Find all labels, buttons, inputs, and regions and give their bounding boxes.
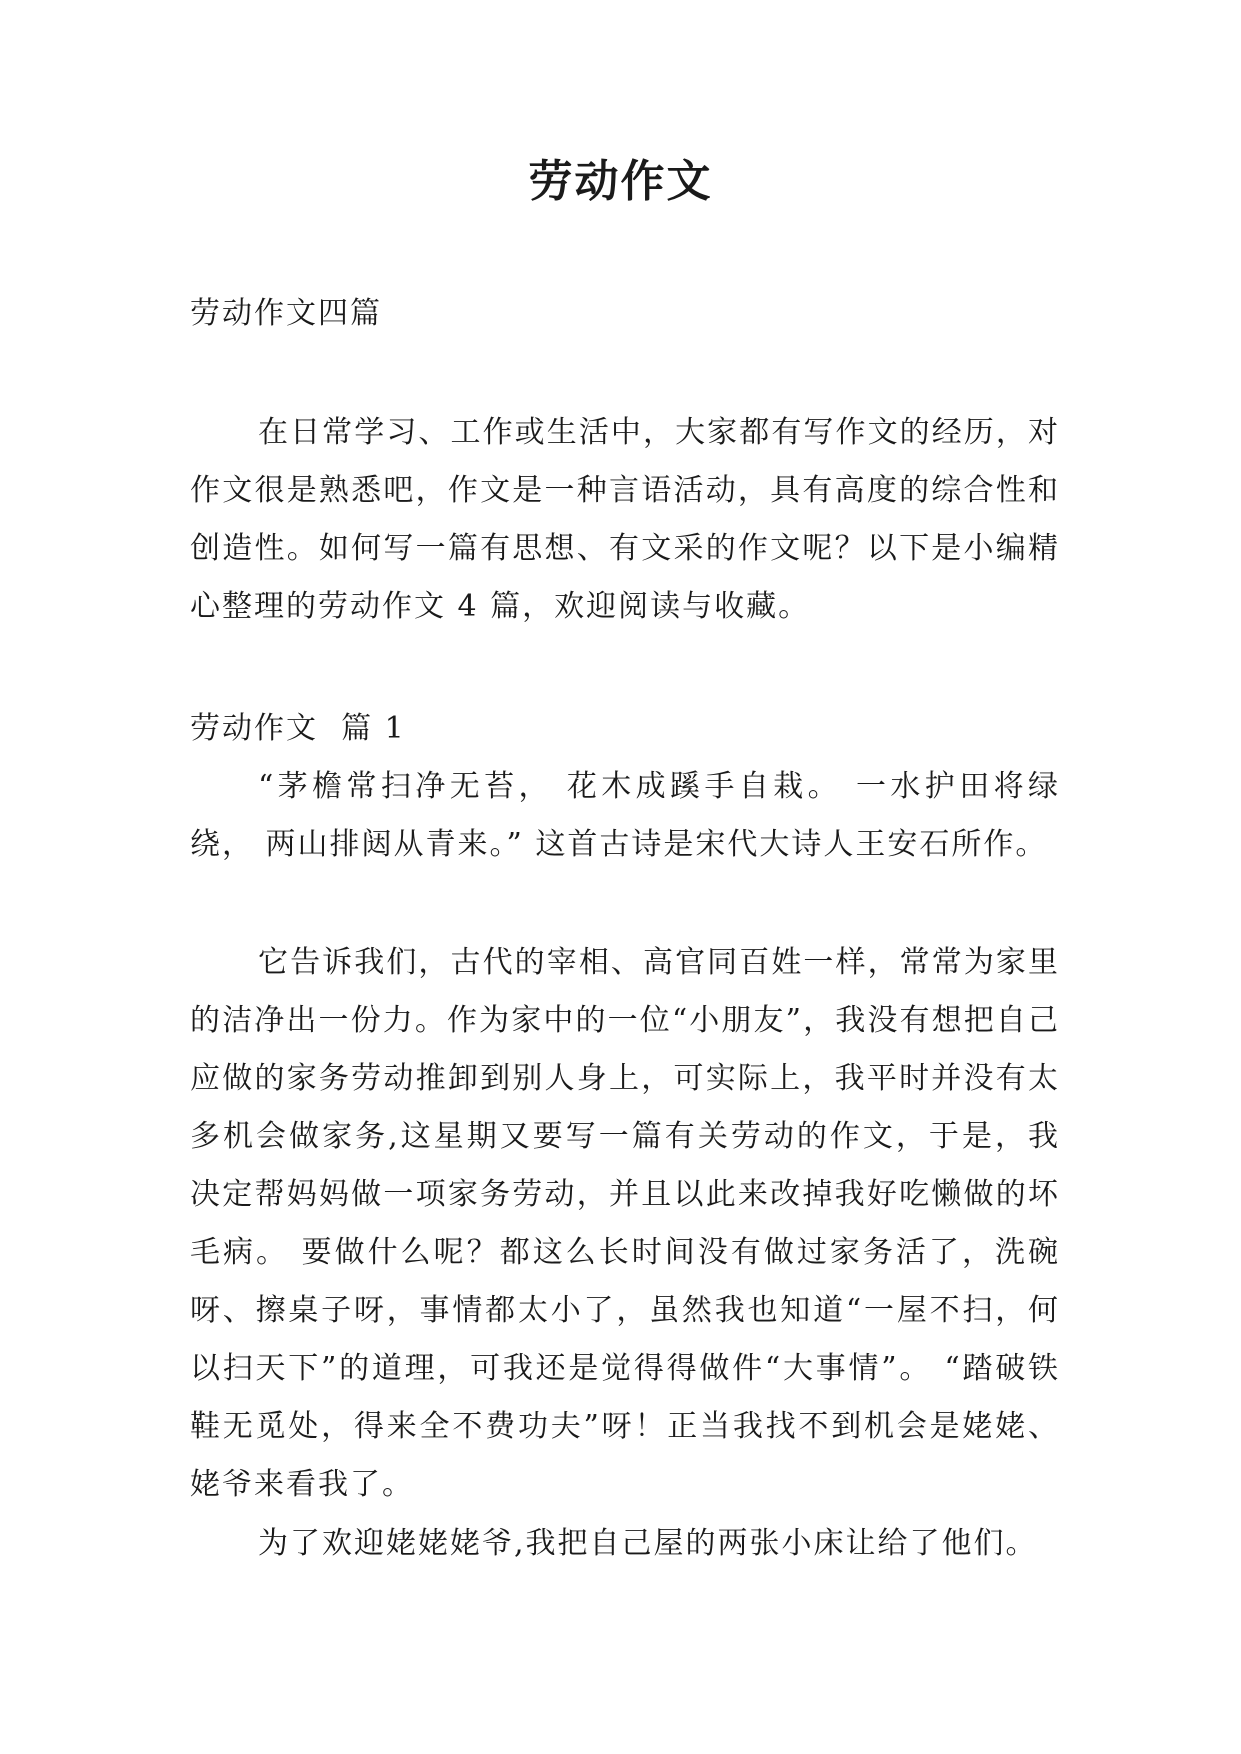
section-heading: 劳动作文 篇 1	[190, 711, 406, 746]
document-subtitle: 劳动作文四篇	[190, 296, 382, 331]
document-title: 劳动作文	[528, 156, 713, 207]
intro-paragraph: 在日常学习、工作或生活中，大家都有写作文的经历，对作文很是熟悉吧，作文是一种言语活动，具有高度的综合性和创造性。如何写一篇有思想、有文采的作文呢？以下是小编精心整理的劳动作文 4 篇，欢迎阅读与收藏。	[190, 415, 1060, 624]
body-paragraph: “茅檐常扫净无苔， 花木成蹊手自栽。 一水护田将绿绕， 两山排闼从青来。” 这首古诗是宋代大诗人王安石所作。	[190, 769, 1060, 862]
body-paragraph: 它告诉我们，古代的宰相、高官同百姓一样，常常为家里的洁净出一份力。作为家中的一位“小朋友”，我没有想把自己应做的家务劳动推卸到别人身上，可实际上，我平时并没有太多机会做家务,这星期又要写一篇有关劳动的作文，于是，我决定帮妈妈做一项家务劳动，并且以此来改掉我好吃懒做的坏毛病。 要做什么呢？都这么长时间没有做过家务活了，洗碗呀、擦桌子呀，事情都太小了，虽然我也知道“一屋不扫，何以扫天下”的道理，可我还是觉得得做件“大事情”。 “踏破铁鞋无觅处，得来全不费功夫”呀！正当我找不到机会是姥姥、姥爷来看我了。	[190, 945, 1060, 1502]
body-paragraph: 为了欢迎姥姥姥爷,我把自己屋的两张小床让给了他们。	[258, 1526, 1038, 1561]
